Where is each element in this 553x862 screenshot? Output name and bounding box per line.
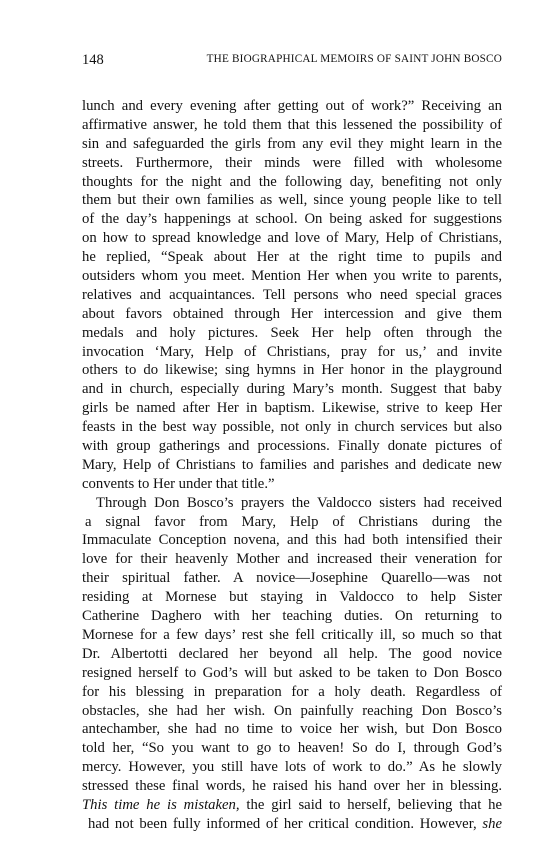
- italic-text: This time he is mistaken,: [82, 796, 240, 813]
- text-line: and in church, especially during Mary’s month. Suggest that baby: [82, 381, 502, 398]
- text-line: medals and holy pictures. Seek Her help often through the: [82, 324, 502, 341]
- text-segment: had not been fully informed of her critical condition. However,: [88, 815, 483, 832]
- text-line: residing at Mornese but staying in Valdocco to help Sister: [82, 589, 502, 606]
- text-line: for his blessing in preparation for a holy death. Regardless of: [82, 683, 502, 700]
- text-line: mercy. However, you still have lots of work to do.” As he slowly: [82, 759, 502, 776]
- text-line: sin and safeguarded the girls from any evil they might learn in the: [82, 135, 502, 152]
- text-line: girls be named after Her in baptism. Likewise, strive to keep Her: [82, 400, 502, 417]
- text-line: thoughts for the night and the following day, benefiting not only: [82, 173, 502, 190]
- text-line: resigned herself to God’s will but asked to be taken to Don Bosco: [82, 664, 502, 681]
- text-line: others to do likewise; sing hymns in Her honor in the playground: [82, 362, 502, 379]
- running-head: THE BIOGRAPHICAL MEMOIRS OF SAINT JOHN BOSCO: [206, 53, 502, 65]
- text-line: them but their own families as well, since young people like to tell: [82, 192, 502, 209]
- text-line: obstacles, she had her wish. On painfully reaching Don Bosco’s: [82, 702, 502, 719]
- text-line: [82, 815, 502, 834]
- text-line: streets. Furthermore, their minds were filled with wholesome: [82, 154, 502, 171]
- text-line: lunch and every evening after getting out of work?” Receiving an: [82, 98, 502, 114]
- text-line: feasts in the best way possible, not only in church services but also: [82, 419, 502, 436]
- text-line: on how to spread knowledge and love of Mary, Help of Christians,: [82, 230, 502, 247]
- text-line: Dr. Albertotti declared her beyond all help. The good novice: [82, 645, 502, 662]
- text-line: [82, 796, 502, 815]
- text-line: Mornese for a few days’ rest she fell critically ill, so much so that: [82, 626, 502, 643]
- text-line: Immaculate Conception novena, and this had both intensified their: [82, 532, 502, 549]
- text-segment: the girl said to herself, believing that he: [239, 796, 502, 813]
- text-line: Mary, Help of Christians to families and parishes and dedicate new: [82, 456, 502, 473]
- text-line: invocation ‘Mary, Help of Christians, pray for us,’ and invite: [82, 343, 502, 360]
- italic-text: she: [482, 815, 502, 832]
- text-line: convents to Her under that title.”: [82, 475, 275, 492]
- text-line: outsiders whom you meet. Mention Her when you write to parents,: [82, 268, 502, 285]
- text-line: told her, “So you want to go to heaven! So do I, through God’s: [82, 740, 502, 757]
- page-header: [82, 52, 502, 72]
- text-line: Catherine Daghero with her teaching duties. On returning to: [82, 608, 502, 625]
- text-line: affirmative answer, he told them that this lessened the possibility of: [82, 116, 502, 133]
- text-line: antechamber, she had no time to voice her wish, but Don Bosco: [82, 721, 502, 738]
- text-line: with group gatherings and processions. Finally donate pictures of: [82, 438, 502, 455]
- text-line: relatives and acquaintances. Tell persons who need special graces: [82, 286, 502, 303]
- body-text: [82, 97, 502, 834]
- text-line: of the day’s happenings at school. On being asked for suggestions: [82, 211, 502, 228]
- text-line: he replied, “Speak about Her at the right time to pupils and: [82, 249, 502, 266]
- paragraph-first-line: Through Don Bosco’s prayers the Valdocco sisters had received: [96, 494, 502, 511]
- text-line: a signal favor from Mary, Help of Christians during the: [85, 513, 502, 530]
- text-line: their spiritual father. A novice—Josephine Quarello—was not: [82, 570, 502, 587]
- text-line: love for their heavenly Mother and increased their veneration for: [82, 551, 502, 568]
- text-line: stressed these final words, he raised his hand over her in blessing.: [82, 778, 502, 795]
- text-line: about favors obtained through Her intercession and give them: [82, 305, 502, 322]
- page-number: 148: [82, 52, 104, 68]
